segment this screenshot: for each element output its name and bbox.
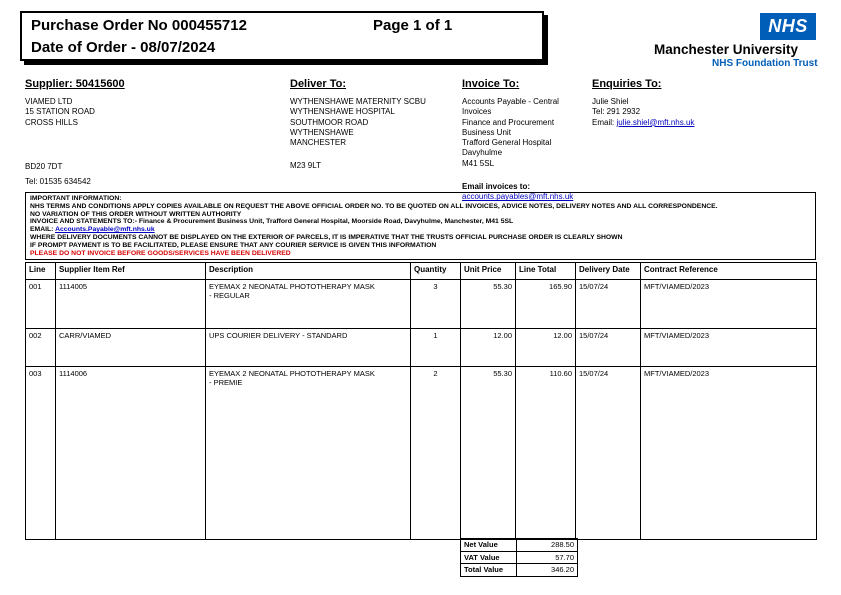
supplier-address-line: VIAMED LTD [25,97,73,106]
quantity-cell: 1 [411,329,461,367]
net-value: 288.50 [517,539,578,552]
unit-price-cell: 55.30 [461,367,516,540]
po-number: Purchase Order No 000455712 [31,17,247,34]
line-total-cell: 110.60 [516,367,576,540]
po-header-box [20,11,544,61]
column-header-contract-ref: Contract Reference [641,263,817,280]
unit-price-cell: 12.00 [461,329,516,367]
invoice-email-label: Email invoices to: [462,182,531,192]
quantity-cell: 3 [411,280,461,329]
unit-price-cell: 55.30 [461,280,516,329]
invoice-address-line: Business Unit [462,127,511,137]
column-header-description: Description [206,263,411,280]
supplier-postcode: BD20 7DT [25,161,63,171]
item-ref-cell: 1114006 [56,367,206,540]
column-header-line-total: Line Total [516,263,576,280]
delivery-date-cell: 15/07/24 [576,280,641,329]
invoice-address-line: Trafford General Hospital [462,138,552,148]
invoice-postcode: M41 5SL [462,158,495,168]
supplier-phone: Tel: 01535 634542 [25,177,91,187]
invoice-to-label: Invoice To: [462,78,520,90]
email-line [30,226,811,234]
table-row [26,280,817,329]
vat-value: 57.70 [517,551,578,564]
column-header-quantity: Quantity [411,263,461,280]
important-info-box [25,192,816,260]
email-label: EMAIL: [30,226,54,234]
table-row [26,329,817,367]
deliver-address-line: WYTHENSHAWE [290,127,354,137]
deliver-postcode: M23 9LT [290,161,321,171]
line-total-cell: 165.90 [516,280,576,329]
contract-ref-cell: MFT/VIAMED/2023 [641,329,817,367]
deliver-address-line: WYTHENSHAWE MATERNITY SCBU [290,97,426,106]
delivery-date-cell: 15/07/24 [576,367,641,540]
invoice-address-line: Accounts Payable - Central [462,97,559,106]
description-cell [206,280,411,329]
invoice-statements-label: INVOICE AND STATEMENTS TO:- [30,218,137,226]
enquiries-email-label: Email: [592,117,615,127]
invoice-address-line: Invoices [462,107,492,117]
invoice-address-line: Finance and Procurement [462,117,555,127]
item-ref-cell: CARR/VIAMED [56,329,206,367]
trust-name: Manchester University [654,42,799,57]
net-value-label: Net Value [461,539,517,552]
terms-line: NHS TERMS AND CONDITIONS APPLY COPIES AVAILABLE ON REQUEST THE ABOVE OFFICIAL ORDER NO. TO BE QUOTED ON ALL INVOICES, ADVICE NOTES, DELIVERY NOTES AND ALL CORRESPONDENCE. [30,202,718,210]
invoice-address-line: Davyhulme [462,148,503,158]
contract-ref-cell: MFT/VIAMED/2023 [641,280,817,329]
line-total-cell: 12.00 [516,329,576,367]
invoice-statements-line [30,218,811,226]
supplier-label: Supplier: 50415600 [25,78,125,90]
column-header-unit-price: Unit Price [461,263,516,280]
nhs-logo [760,13,816,40]
table-header-row [26,263,817,280]
delivery-docs-line: WHERE DELIVERY DOCUMENTS CANNOT BE DISPLAYED ON THE EXTERIOR OF PARCELS, IT IS IMPERATIVE THAT THE TRUSTS OFFICIAL PURCHASE ORDER IS CLEARLY SHOWN [30,233,623,241]
page-indicator: Page 1 of 1 [373,17,453,34]
enquiries-email-link[interactable]: julie.shiel@mft.nhs.uk [616,117,695,127]
description-cell [206,367,411,540]
total-value-label: Total Value [461,564,517,577]
table-row [26,367,817,540]
net-value-row [461,539,578,552]
supplier-address-line: 15 STATION ROAD [25,107,95,117]
column-header-line: Line [26,263,56,280]
deliver-address-line: MANCHESTER [290,138,347,148]
order-date: Date of Order - 08/07/2024 [31,39,216,56]
description-cell [206,329,411,367]
line-cell: 002 [26,329,56,367]
deliver-address-line: SOUTHMOOR ROAD [290,117,369,127]
total-value-row [461,564,578,577]
enquiries-contact-name: Julie Shiel [592,97,629,106]
totals-table [460,538,578,577]
item-ref-cell: 1114005 [56,280,206,329]
column-header-item-ref: Supplier Item Ref [56,263,206,280]
line-cell: 001 [26,280,56,329]
enquiries-label: Enquiries To: [592,78,662,90]
invoice-email-link[interactable]: accounts.payables@mft.nhs.uk [462,192,574,202]
vat-value-label: VAT Value [461,551,517,564]
column-header-delivery-date: Delivery Date [576,263,641,280]
vat-value-row [461,551,578,564]
total-value: 346.20 [517,564,578,577]
important-title: IMPORTANT INFORMATION: [30,195,122,202]
trust-subtitle: NHS Foundation Trust [712,58,818,69]
invoice-statements-address: Finance & Procurement Business Unit, Trafford General Hospital, Moorside Road, Davyhulme, Manchester, M41 5SL [138,218,514,226]
quantity-cell: 2 [411,367,461,540]
accounts-payable-email-link[interactable]: Accounts.Payable@mft.nhs.uk [55,226,155,234]
enquiries-email-line [592,118,812,128]
supplier-section [25,78,225,187]
deliver-address-line: WYTHENSHAWE HOSPITAL [290,107,395,117]
po-title-row [31,17,542,39]
description-text: UPS COURIER DELIVERY - STANDARD [209,331,348,340]
order-table [25,262,817,540]
invoice-to-section [462,78,588,203]
no-invoice-warning: PLEASE DO NOT INVOICE BEFORE GOODS/SERVICES HAVE BEEN DELIVERED [30,249,291,257]
description-text: EYEMAX 2 NEONATAL PHOTOTHERAPY MASK - REGULAR [209,282,375,300]
prompt-payment-line: IF PROMPT PAYMENT IS TO BE FACILITATED, PLEASE ENSURE THAT ANY COURIER SERVICE IS GIVEN THIS INFORMATION [30,241,437,249]
nhs-logo-text: NHS [768,16,808,36]
line-cell: 003 [26,367,56,540]
delivery-date-cell: 15/07/24 [576,329,641,367]
enquiries-phone: Tel: 291 2932 [592,107,641,117]
contract-ref-cell: MFT/VIAMED/2023 [641,367,817,540]
deliver-to-label: Deliver To: [290,78,347,90]
supplier-address-line: CROSS HILLS [25,117,78,127]
description-text: EYEMAX 2 NEONATAL PHOTOTHERAPY MASK - PREMIE [209,369,375,387]
enquiries-section [592,78,812,128]
no-variation-line: NO VARIATION OF THIS ORDER WITHOUT WRITTEN AUTHORITY [30,210,242,218]
deliver-to-section [290,78,455,172]
